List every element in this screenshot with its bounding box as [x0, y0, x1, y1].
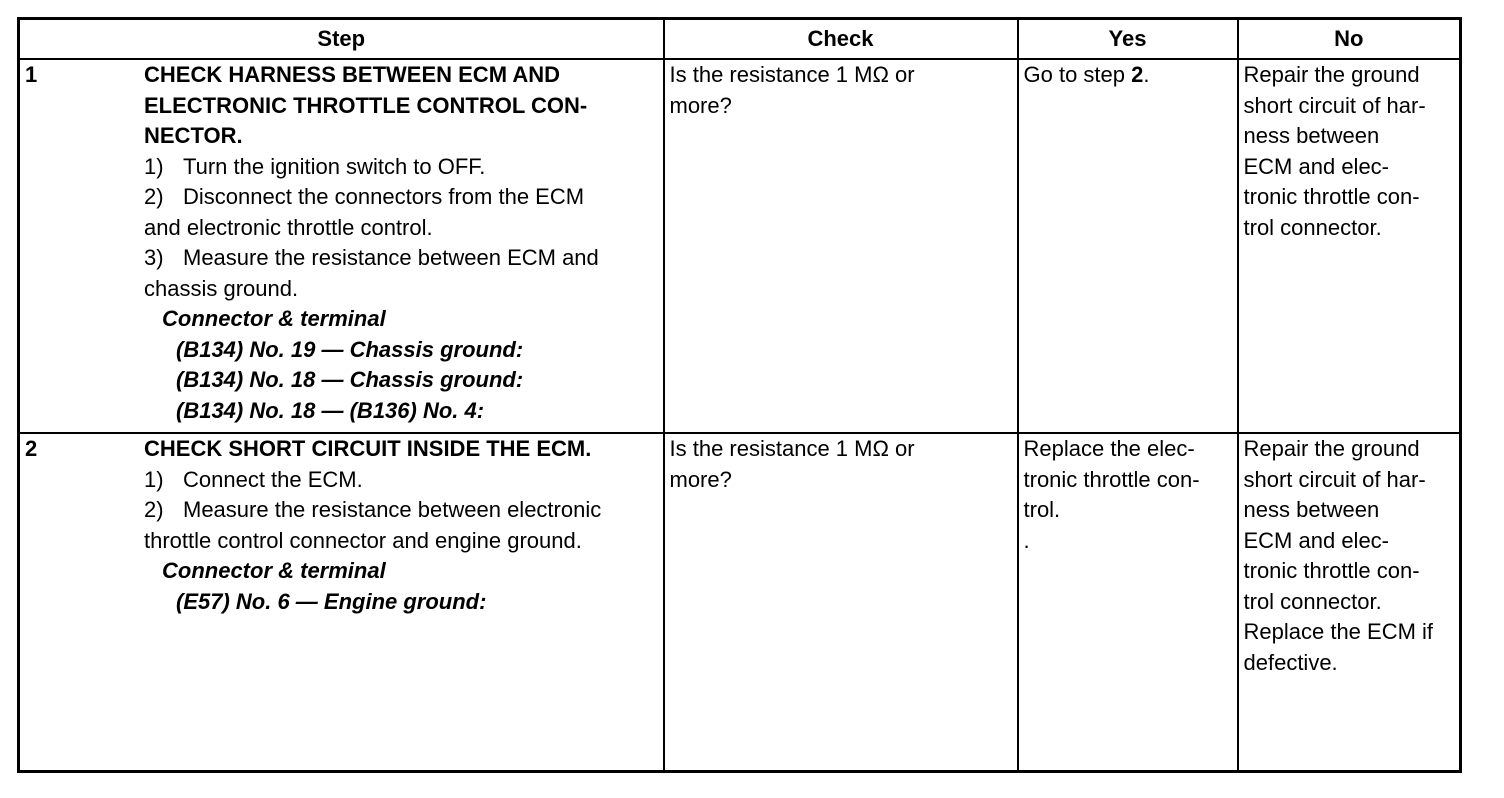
no-cell [1238, 59, 1461, 433]
no-text: Repair the ground [1243, 62, 1420, 87]
yes-text: tronic throttle con- [1023, 466, 1200, 492]
no-text: Replace the ECM if [1243, 619, 1434, 644]
substep-number: 2) [144, 497, 164, 522]
no-text: ECM and elec- [1243, 153, 1390, 179]
connector-terminal-item: (B134) No. 19 — Chassis ground: [176, 336, 524, 362]
no-text: tronic throttle con- [1243, 184, 1420, 209]
check-cell [664, 59, 1018, 433]
substep-text: Turn the ignition switch to OFF. [183, 153, 486, 179]
step-cell [19, 433, 664, 772]
step-title-line: ELECTRONIC THROTTLE CONTROL CON- [144, 92, 588, 118]
no-text: defective. [1243, 649, 1338, 675]
step-title [144, 60, 658, 152]
substep [144, 182, 658, 243]
header-no: No [1238, 19, 1461, 60]
yes-text: trol. [1023, 497, 1061, 522]
substep-number: 3) [144, 245, 164, 270]
yes-text-prefix: Go to step [1023, 62, 1132, 87]
step-title-line: CHECK HARNESS BETWEEN ECM AND [144, 62, 560, 87]
yes-text: Replace the elec- [1023, 436, 1195, 461]
table-row [19, 433, 1461, 772]
no-text: ECM and elec- [1243, 527, 1390, 553]
substep [144, 152, 658, 183]
substep-number: 2) [144, 184, 164, 209]
check-text: more? [669, 92, 732, 118]
substep-text: Measure the resistance between ECM and [183, 245, 599, 270]
no-text: short circuit of har- [1243, 466, 1426, 492]
step-number: 2 [25, 436, 38, 461]
no-text: Repair the ground [1243, 436, 1420, 461]
substep-number: 1) [144, 153, 164, 179]
yes-cell [1018, 433, 1238, 772]
no-text: tronic throttle con- [1243, 558, 1420, 583]
substep [144, 243, 658, 304]
step-title [144, 434, 658, 465]
substep-text: throttle control connector and engine ground. [144, 527, 582, 553]
connector-terminal-heading: Connector & terminal [162, 558, 386, 583]
no-text: trol connector. [1243, 214, 1382, 240]
check-text: more? [669, 466, 732, 492]
header-check: Check [664, 19, 1018, 60]
step-title-line: NECTOR. [144, 123, 243, 148]
substep [144, 495, 658, 556]
header-step: Step [19, 19, 664, 60]
substep-text: and electronic throttle control. [144, 214, 433, 240]
step-cell [19, 59, 664, 433]
check-text: Is the resistance 1 MΩ or [669, 62, 915, 87]
yes-cell [1018, 59, 1238, 433]
yes-step-link: 2 [1131, 62, 1144, 87]
substep-number: 1) [144, 466, 164, 492]
table-row [19, 59, 1461, 433]
yes-stray-dot: . [1023, 527, 1030, 553]
diagnostic-table [17, 17, 1462, 773]
connector-terminal-item: (E57) No. 6 — Engine ground: [176, 588, 487, 614]
no-text: trol connector. [1243, 588, 1382, 614]
substep-text: Measure the resistance between electronic [183, 497, 602, 522]
yes-text [1024, 60, 1232, 91]
step-title-line: CHECK SHORT CIRCUIT INSIDE THE ECM. [144, 436, 592, 461]
no-text: short circuit of har- [1243, 92, 1426, 118]
connector-terminal-item: (B134) No. 18 — (B136) No. 4: [176, 397, 485, 423]
header-row [19, 19, 1461, 60]
step-number: 1 [25, 62, 38, 87]
no-text: ness between [1243, 123, 1380, 148]
header-yes: Yes [1018, 19, 1238, 60]
no-text: ness between [1243, 497, 1380, 522]
substep-text: Connect the ECM. [183, 466, 363, 492]
substep-text: Disconnect the connectors from the ECM [183, 184, 585, 209]
substep-text: chassis ground. [144, 275, 299, 301]
connector-terminal-item: (B134) No. 18 — Chassis ground: [176, 367, 524, 392]
no-cell [1238, 433, 1461, 772]
connector-terminal-heading: Connector & terminal [162, 306, 386, 331]
yes-text-suffix: . [1143, 62, 1150, 87]
check-text: Is the resistance 1 MΩ or [669, 436, 915, 461]
substep [144, 465, 658, 496]
check-cell [664, 433, 1018, 772]
